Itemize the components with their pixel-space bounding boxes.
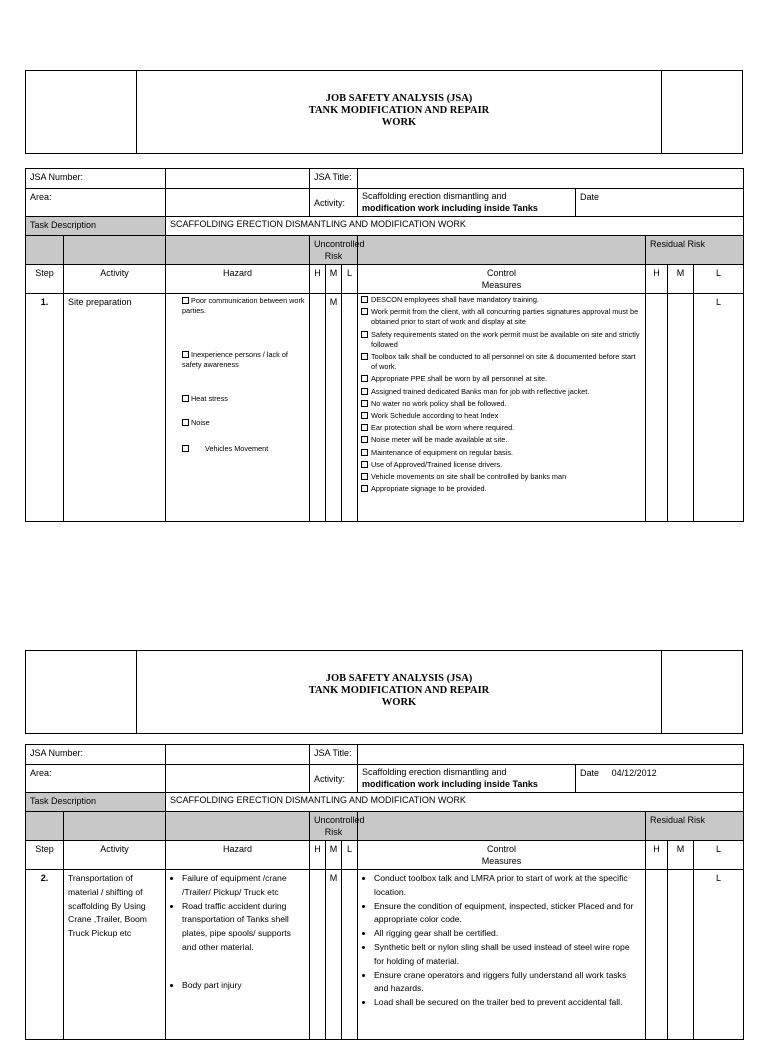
header-blank [26, 812, 64, 841]
residual-h [646, 870, 668, 1040]
step-activity: Transportation of material / shifting of scaffolding By Using Crane ,Trailer, Boom Truck Pickup etc [64, 870, 166, 1040]
activity-label: Activity: [310, 765, 358, 793]
hazard-item: Vehicles Movement [180, 444, 305, 454]
residual-h-header: H [646, 265, 668, 294]
document-title [136, 673, 662, 709]
document-title [136, 93, 662, 129]
hazard-item: Poor communication between work parties. [182, 296, 305, 315]
activity-value-line-2: modification work including inside Tanks [362, 779, 538, 789]
control-item: Safety requirements stated on the work permit must be available on site and strictly followed [361, 330, 642, 350]
date-cell [576, 765, 744, 793]
residual-h-header: H [646, 841, 668, 870]
activity-header: Activity [64, 841, 166, 870]
control-item: • Ensure crane operators and riggers fully understand all work tasks and hazards. [374, 969, 641, 997]
hazard-item: • Failure of equipment /crane /Trailer/ Pickup/ Truck etc [182, 872, 305, 900]
activity-label: Activity: [310, 189, 358, 217]
jsa-main-table-2 [25, 744, 744, 1040]
hazard-header: Hazard [166, 265, 310, 294]
risk-h [310, 294, 326, 522]
area-label: Area: [26, 189, 166, 217]
control-item: • All rigging gear shall be certified. [374, 927, 641, 941]
header-blank [26, 236, 64, 265]
step-header: Step [26, 841, 64, 870]
header-blank [358, 236, 646, 265]
uncontrolled-risk-header: Uncontrolled Risk [310, 236, 358, 265]
logo-cell [26, 651, 137, 733]
jsa-title-label: JSA Title: [310, 169, 358, 189]
m-header: M [326, 265, 342, 294]
hazard-header: Hazard [166, 841, 310, 870]
control-item: Use of Approved/Trained license drivers. [361, 460, 642, 470]
risk-m: M [326, 870, 342, 1040]
jsa-number-value [166, 169, 310, 189]
control-item: Appropriate signage to be provided. [361, 484, 642, 494]
task-description-label: Task Description [26, 217, 166, 236]
control-item: • Synthetic belt or nylon sling shall be used instead of steel wire rope for holding of material. [374, 941, 641, 969]
area-value [166, 765, 310, 793]
activity-value-line-2: modification work including inside Tanks [362, 203, 538, 213]
checkbox-icon [182, 445, 189, 452]
title-line-1: JOB SAFETY ANALYSIS (JSA) [325, 673, 473, 684]
m-header: M [326, 841, 342, 870]
checkbox-icon [182, 351, 189, 358]
checkbox-icon [182, 419, 189, 426]
residual-risk-header: Residual Risk [646, 236, 744, 265]
residual-l: L [694, 870, 744, 1040]
residual-h [646, 294, 668, 522]
checkbox-icon [182, 395, 189, 402]
hazard-item: Heat stress [180, 394, 305, 404]
area-value [166, 189, 310, 217]
control-header-line-2: Measures [481, 856, 522, 866]
title-line-2: TANK MODIFICATION AND REPAIR [308, 105, 490, 116]
control-item: Work Schedule according to heat Index [361, 411, 642, 421]
residual-l: L [694, 294, 744, 522]
date-label: Date [580, 192, 600, 202]
header-blank [64, 236, 166, 265]
activity-value-line-1: Scaffolding erection dismantling and [362, 767, 507, 777]
control-item: Noise meter will be made available at site. [361, 435, 642, 445]
title-line-3: WORK [381, 117, 417, 128]
task-description-label: Task Description [26, 793, 166, 812]
activity-value [358, 765, 576, 793]
h-header: H [310, 265, 326, 294]
residual-m-header: M [668, 265, 694, 294]
ref-cell [661, 71, 742, 153]
hazard-list [166, 870, 310, 1040]
control-item: Assigned trained dedicated Banks man for job with reflective jacket. [361, 387, 642, 397]
title-line-2: TANK MODIFICATION AND REPAIR [308, 685, 490, 696]
control-item: Appropriate PPE shall be worn by all personnel at site. [361, 374, 642, 384]
jsa-header-1 [25, 70, 743, 154]
header-blank [166, 236, 310, 265]
hazard-list [166, 294, 310, 522]
jsa-title-value [358, 745, 744, 765]
checkbox-icon [182, 297, 189, 304]
residual-l-header: L [694, 265, 744, 294]
control-header-line-1: Control [487, 844, 517, 854]
jsa-number-label: JSA Number: [26, 169, 166, 189]
risk-l [342, 294, 358, 522]
title-line-3: WORK [381, 697, 417, 708]
l-header: L [342, 265, 358, 294]
hazard-item: • Body part injury [182, 979, 305, 993]
hazard-item: Inexperience persons / lack of safety awareness [182, 350, 288, 369]
control-header-line-1: Control [487, 268, 517, 278]
control-item: Toolbox talk shall be conducted to all personnel on site & documented before start of work. [361, 352, 642, 372]
control-item: No water no work policy shall be followed. [361, 399, 642, 409]
control-measures-list [358, 870, 646, 1040]
control-item: DESCON employees shall have mandatory training. [361, 295, 642, 305]
activity-header: Activity [64, 265, 166, 294]
step-activity: Site preparation [64, 294, 166, 522]
residual-m [668, 870, 694, 1040]
jsa-grid-1 [25, 168, 743, 519]
control-measures-list [358, 294, 646, 522]
area-label: Area: [26, 765, 166, 793]
l-header: L [342, 841, 358, 870]
residual-l-header: L [694, 841, 744, 870]
hazard-item: Noise [180, 418, 305, 428]
jsa-header-2 [25, 650, 743, 734]
step-number: 2. [26, 870, 64, 1040]
header-blank [166, 812, 310, 841]
control-measures-header [358, 841, 646, 870]
jsa-title-value [358, 169, 744, 189]
logo-cell [26, 71, 137, 153]
control-item: • Load shall be secured on the trailer bed to prevent accidental fall. [374, 996, 641, 1010]
control-item: • Ensure the condition of equipment, inspected, sticker Placed and for appropriate color code. [374, 900, 641, 928]
control-item: Work permit from the client, with all concurring parties signatures approval must be obtained prior to start of work and display at site [361, 307, 642, 327]
jsa-grid-2 [25, 744, 743, 1034]
date-value: 04/12/2012 [611, 768, 657, 778]
task-description-value: SCAFFOLDING ERECTION DISMANTLING AND MODIFICATION WORK [166, 217, 744, 236]
jsa-main-table-1 [25, 168, 744, 522]
control-item: Maintenance of equipment on regular basis. [361, 448, 642, 458]
risk-h [310, 870, 326, 1040]
control-item: Ear protection shall be worn where required. [361, 423, 642, 433]
header-blank [358, 812, 646, 841]
ref-cell [661, 651, 742, 733]
residual-m [668, 294, 694, 522]
task-description-value: SCAFFOLDING ERECTION DISMANTLING AND MODIFICATION WORK [166, 793, 744, 812]
h-header: H [310, 841, 326, 870]
control-measures-header [358, 265, 646, 294]
header-blank [64, 812, 166, 841]
control-item: Vehicle movements on site shall be controlled by banks man [361, 472, 642, 482]
jsa-number-label: JSA Number: [26, 745, 166, 765]
step-header: Step [26, 265, 64, 294]
uncontrolled-risk-header: Uncontrolled Risk [310, 812, 358, 841]
risk-l [342, 870, 358, 1040]
residual-risk-header: Residual Risk [646, 812, 744, 841]
risk-m: M [326, 294, 342, 522]
activity-value-line-1: Scaffolding erection dismantling and [362, 191, 507, 201]
jsa-number-value [166, 745, 310, 765]
activity-value [358, 189, 576, 217]
residual-m-header: M [668, 841, 694, 870]
date-label: Date [580, 768, 600, 778]
control-item: • Conduct toolbox talk and LMRA prior to start of work at the specific location. [374, 872, 641, 900]
hazard-item: • Road traffic accident during transportation of Tanks shell plates, pipe spools/ supports and other material. [182, 900, 305, 955]
step-number: 1. [26, 294, 64, 522]
control-header-line-2: Measures [481, 280, 522, 290]
date-cell [576, 189, 744, 217]
jsa-title-label: JSA Title: [310, 745, 358, 765]
title-line-1: JOB SAFETY ANALYSIS (JSA) [325, 93, 473, 104]
